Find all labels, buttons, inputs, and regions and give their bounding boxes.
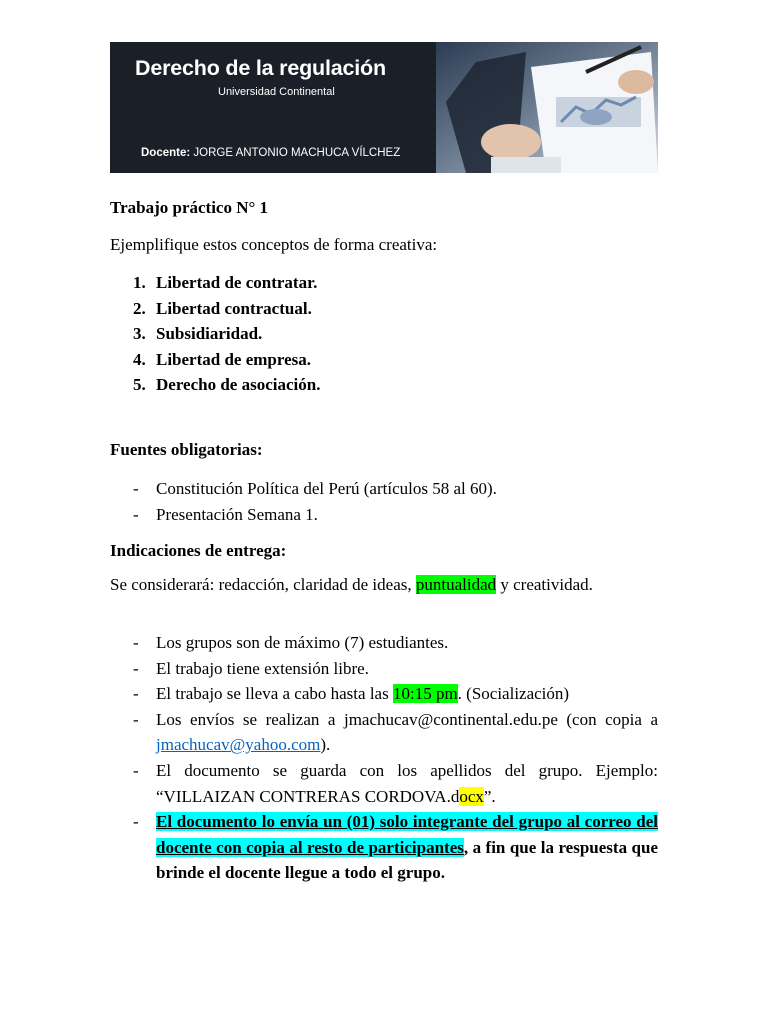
list-item: 3. Subsidiaridad. xyxy=(133,324,263,344)
intro-text: Ejemplifique estos conceptos de forma creativa: xyxy=(110,235,438,254)
university-name: Universidad Continental xyxy=(218,86,335,98)
docente-line xyxy=(141,147,400,159)
list-item: 1. Libertad de contratar. xyxy=(133,273,318,292)
highlight-time: 10:15 pm xyxy=(392,684,458,704)
docente-name: JORGE ANTONIO MACHUCA VÍLCHEZ xyxy=(193,147,401,159)
highlight-final-instruction: El documento lo envía un (01) solo integrante del grupo al correo del docente con copia al resto de participantes xyxy=(156,812,658,857)
delivery-heading: Indicaciones de entrega: xyxy=(110,541,287,560)
list-item: 5. Derecho de asociación. xyxy=(133,375,321,395)
list-item: - Presentación Semana 1. xyxy=(133,504,318,524)
highlight-puntualidad: puntualidad xyxy=(415,575,497,594)
business-photo-image xyxy=(436,42,658,173)
list-item: - El trabajo tiene extensión libre. xyxy=(133,658,369,678)
list-item: - Constitución Política del Perú (artículos 58 al 60). xyxy=(133,479,497,498)
assignment-title: Trabajo práctico N° 1 xyxy=(110,198,269,217)
list-item: - El trabajo se lleva a cabo hasta las 10:15 pm. (Socialización) xyxy=(133,684,570,704)
list-item: - El documento se guarda con los apellidos del grupo. Ejemplo: “VILLAIZAN CONTRERAS CORDOVA.docx”. xyxy=(133,760,658,806)
highlight-extension: ocx xyxy=(459,786,484,806)
header-banner xyxy=(110,42,658,173)
list-item: - El documento lo envía un (01) solo integrante del grupo al correo del docente con copia al resto de participantes, a fin que la respuesta que brinde el docente llegue a todo el grupo. xyxy=(133,812,658,883)
list-item: - Los grupos son de máximo (7) estudiantes. xyxy=(133,633,449,652)
delivery-list xyxy=(110,630,658,886)
list-item: 4. Libertad de empresa. xyxy=(133,349,312,369)
course-title: Derecho de la regulación xyxy=(135,56,386,80)
concepts-list xyxy=(110,270,658,398)
email-link[interactable]: jmachucav@yahoo.com xyxy=(156,735,321,755)
list-item: 2. Libertad contractual. xyxy=(133,298,312,318)
list-item: - Los envíos se realizan a jmachucav@continental.edu.pe (con copia a jmachucav@yahoo.com). xyxy=(133,709,658,755)
criteria-paragraph: Se considerará: redacción, claridad de ideas, puntualidad y creatividad. xyxy=(110,575,593,594)
sources-heading: Fuentes obligatorias: xyxy=(110,440,263,459)
docente-label: Docente: xyxy=(141,147,191,159)
sources-list xyxy=(110,476,658,527)
